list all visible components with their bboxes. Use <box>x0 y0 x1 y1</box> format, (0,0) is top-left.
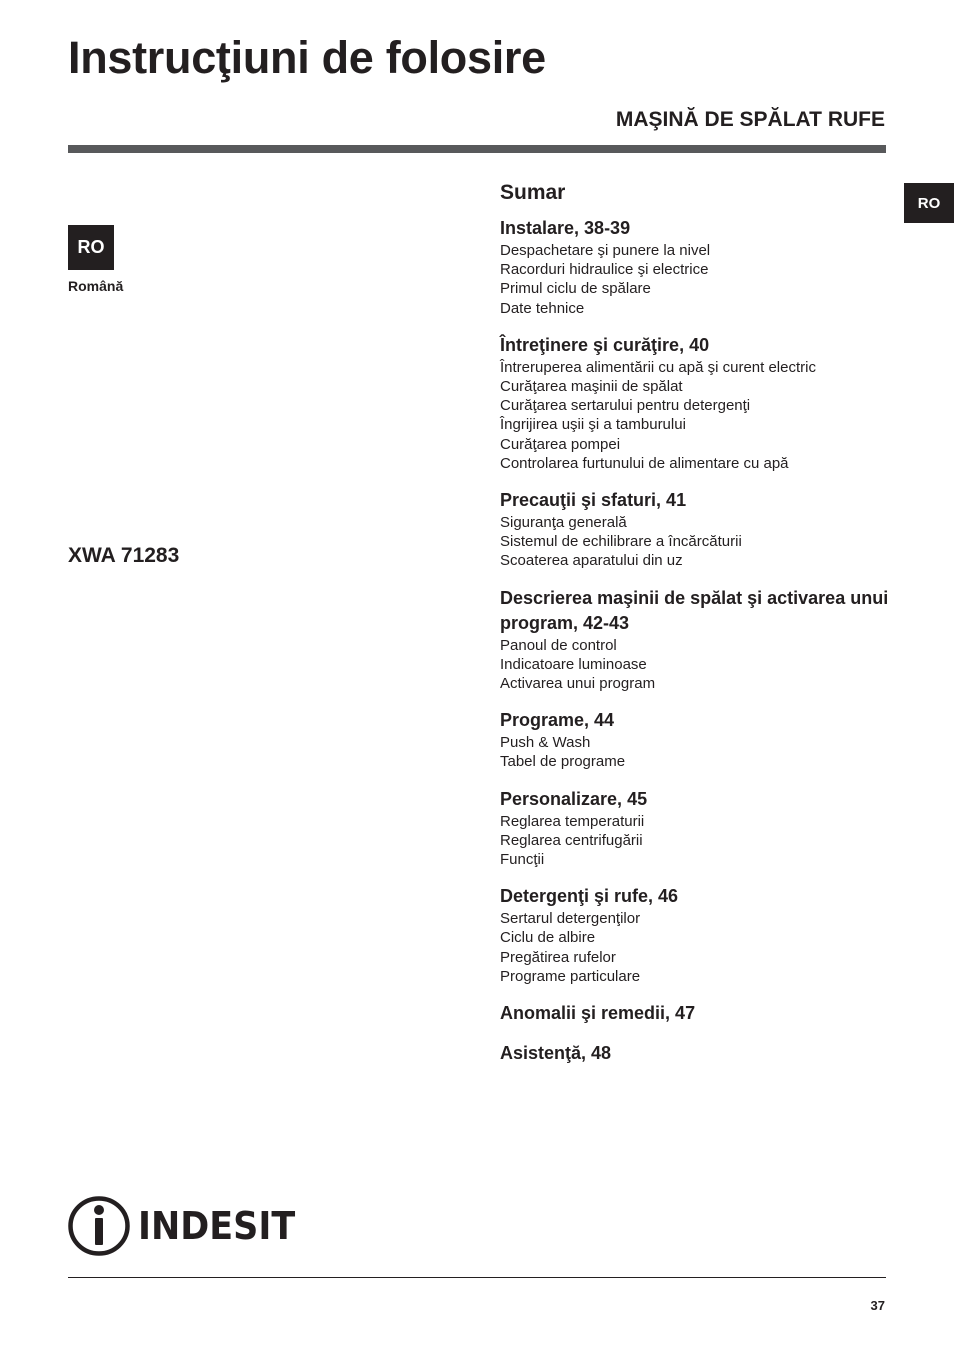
toc-item: Push & Wash <box>500 734 591 752</box>
toc-section-title: Precauţii şi sfaturi, 41 <box>500 490 687 511</box>
toc-section <box>500 216 890 318</box>
table-of-contents <box>500 179 890 1081</box>
toc-section-title: Asistenţă, 48 <box>500 1043 612 1064</box>
indesit-i-circle-icon <box>68 1196 130 1256</box>
toc-section <box>500 1001 890 1026</box>
toc-section-title: Programe, 44 <box>500 710 615 731</box>
toc-item: Funcţii <box>500 851 545 869</box>
toc-section-title: Personalizare, 45 <box>500 788 648 809</box>
toc-section <box>500 333 890 473</box>
toc-item: Curăţarea maşinii de spălat <box>500 378 683 396</box>
toc-item: Sertarul detergenţilor <box>500 910 641 928</box>
toc-section <box>500 708 890 771</box>
model-number: XWA 71283 <box>68 544 180 567</box>
toc-section <box>500 488 890 571</box>
toc-item: Reglarea temperaturii <box>500 812 645 830</box>
language-side-tab: RO <box>904 183 954 223</box>
toc-item: Pregătirea rufelor <box>500 948 616 966</box>
toc-section <box>500 1041 890 1066</box>
toc-item: Curăţarea pompei <box>500 435 621 453</box>
toc-item: Programe particulare <box>500 967 641 985</box>
page-number: 37 <box>870 1298 885 1313</box>
toc-item: Reglarea centrifugării <box>500 831 643 849</box>
toc-item: Indicatoare luminoase <box>500 655 647 673</box>
toc-item: Siguranţa generală <box>500 514 627 532</box>
page-subtitle: MAŞINĂ DE SPĂLAT RUFE <box>615 108 885 131</box>
toc-item: Întreruperea alimentării cu apă şi curent electric <box>500 358 816 376</box>
language-badge: RO <box>68 225 114 270</box>
toc-item: Controlarea furtunului de alimentare cu apă <box>500 454 789 472</box>
toc-item: Date tehnice <box>500 299 585 317</box>
toc-item: Scoaterea aparatului din uz <box>500 552 683 570</box>
top-divider <box>68 145 886 153</box>
toc-item: Curăţarea sertarului pentru detergenţi <box>500 397 751 415</box>
page-title: Instrucţiuni de folosire <box>68 32 546 83</box>
toc-section-title: Descrierea maşinii de spălat şi activarea unui program, 42-43 <box>500 587 889 633</box>
toc-section <box>500 884 890 986</box>
toc-item: Tabel de programe <box>500 753 626 771</box>
toc-item: Racorduri hidraulice şi electrice <box>500 261 709 279</box>
toc-item: Sistemul de echilibrare a încărcăturii <box>500 533 742 551</box>
toc-item: Îngrijirea uşii şi a tamburului <box>500 416 686 434</box>
toc-section-title: Instalare, 38-39 <box>500 218 631 238</box>
toc-sections <box>500 216 890 1066</box>
toc-section-title: Anomalii şi remedii, 47 <box>500 1003 696 1024</box>
toc-item: Panoul de control <box>500 636 617 654</box>
toc-heading: Sumar <box>500 181 566 204</box>
toc-section <box>500 787 890 870</box>
toc-section-title: Detergenţi şi rufe, 46 <box>500 886 679 907</box>
bottom-divider <box>68 1277 886 1278</box>
toc-item: Despachetare şi punere la nivel <box>500 242 711 259</box>
language-name: Română <box>68 278 124 294</box>
toc-item: Ciclu de albire <box>500 929 596 947</box>
toc-section-title: Întreţinere şi curăţire, 40 <box>500 334 710 355</box>
toc-item: Activarea unui program <box>500 675 656 693</box>
toc-item: Primul ciclu de spălare <box>500 280 651 298</box>
toc-section <box>500 586 890 694</box>
brand-logo-text: INDESIT <box>138 1204 296 1248</box>
brand-logo <box>68 1196 309 1256</box>
